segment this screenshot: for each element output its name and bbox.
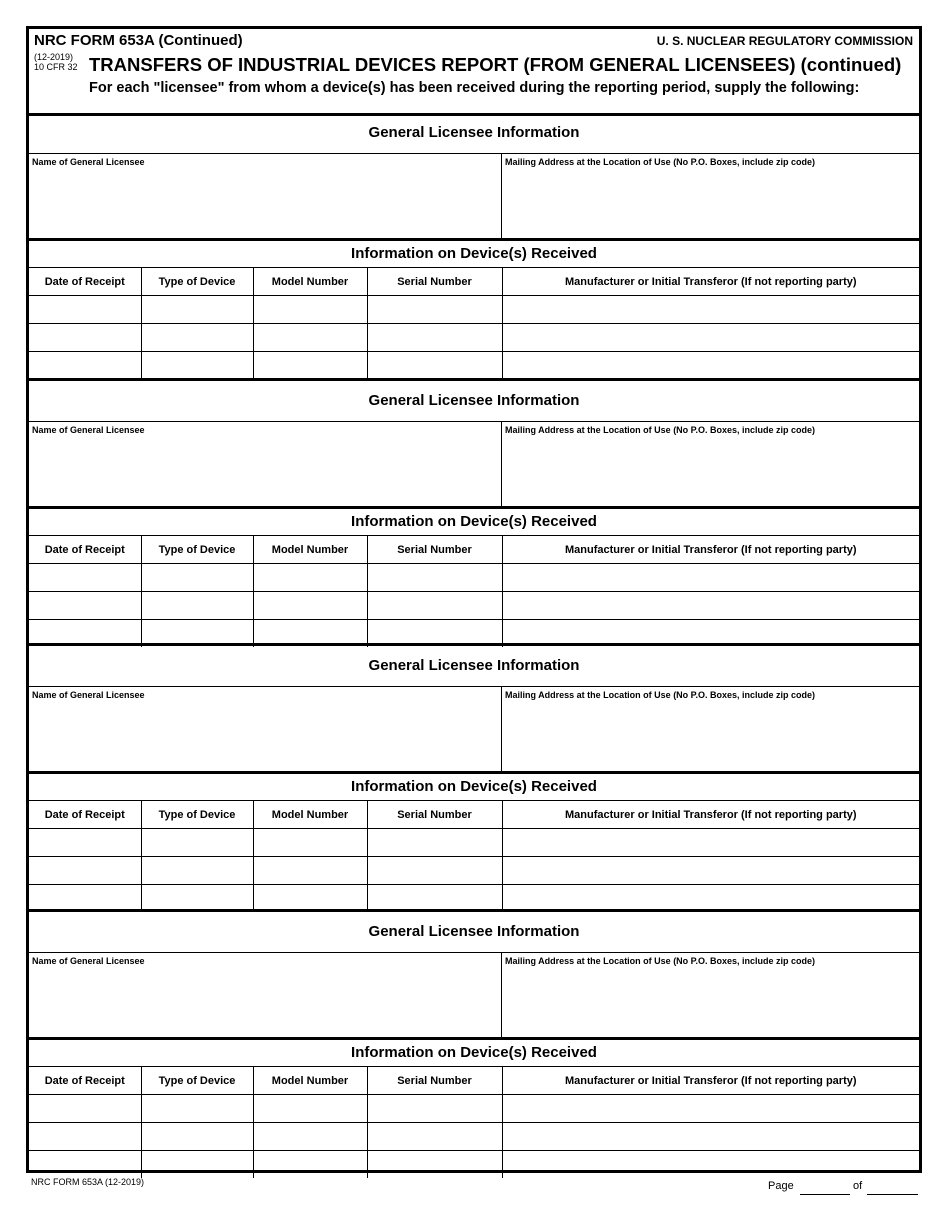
page-total-field[interactable] [867, 1194, 918, 1195]
form-header [29, 29, 919, 116]
type-cell[interactable] [141, 592, 253, 620]
column-header: Serial Number [367, 536, 502, 564]
licensee-name-label: Name of General Licensee [32, 956, 145, 966]
serial-cell[interactable] [367, 592, 502, 620]
column-header: Serial Number [367, 801, 502, 829]
model-cell[interactable] [253, 885, 367, 913]
date-cell[interactable] [29, 564, 141, 592]
column-header: Date of Receipt [29, 801, 141, 829]
general-licensee-row [29, 687, 919, 774]
form-subtitle: For each "licensee" from whom a device(s) has been received during the reporting period, supply the following: [89, 80, 860, 96]
device-table-header [29, 268, 919, 296]
column-header: Manufacturer or Initial Transferor (If not reporting party) [502, 268, 919, 296]
table-row [29, 829, 919, 857]
device-info-heading: Information on Device(s) Received [29, 1040, 919, 1067]
revision-date: (12-2019) [34, 52, 74, 62]
column-header: Manufacturer or Initial Transferor (If not reporting party) [502, 536, 919, 564]
model-cell[interactable] [253, 296, 367, 324]
device-table [29, 801, 919, 912]
mailing-address-label: Mailing Address at the Location of Use (No P.O. Boxes, include zip code) [505, 956, 816, 966]
licensee-name-label: Name of General Licensee [32, 425, 145, 435]
table-row [29, 296, 919, 324]
general-licensee-heading: General Licensee Information [29, 646, 919, 687]
type-cell[interactable] [141, 564, 253, 592]
type-cell[interactable] [141, 857, 253, 885]
serial-cell[interactable] [367, 857, 502, 885]
device-table-header [29, 1067, 919, 1095]
general-licensee-heading: General Licensee Information [29, 381, 919, 422]
column-header: Model Number [253, 1067, 367, 1095]
mailing-address-label: Mailing Address at the Location of Use (No P.O. Boxes, include zip code) [505, 157, 816, 167]
licensee-section [29, 643, 919, 909]
type-cell[interactable] [141, 1095, 253, 1123]
table-row [29, 885, 919, 913]
date-cell[interactable] [29, 1151, 141, 1179]
model-cell[interactable] [253, 1151, 367, 1179]
table-row [29, 324, 919, 352]
serial-cell[interactable] [367, 324, 502, 352]
column-header: Date of Receipt [29, 536, 141, 564]
table-row [29, 1151, 919, 1179]
column-header: Serial Number [367, 268, 502, 296]
date-cell[interactable] [29, 324, 141, 352]
general-licensee-row [29, 422, 919, 509]
column-header: Date of Receipt [29, 268, 141, 296]
serial-cell[interactable] [367, 352, 502, 380]
table-row [29, 1095, 919, 1123]
device-info-heading: Information on Device(s) Received [29, 509, 919, 536]
model-cell[interactable] [253, 857, 367, 885]
revision-info [34, 52, 78, 72]
type-cell[interactable] [141, 324, 253, 352]
device-table [29, 268, 919, 379]
date-cell[interactable] [29, 885, 141, 913]
date-cell[interactable] [29, 1123, 141, 1151]
column-header: Type of Device [141, 801, 253, 829]
manufacturer-cell[interactable] [502, 564, 919, 592]
general-licensee-heading: General Licensee Information [29, 912, 919, 953]
serial-cell[interactable] [367, 564, 502, 592]
mailing-address-field[interactable] [502, 687, 919, 771]
device-info-heading: Information on Device(s) Received [29, 241, 919, 268]
manufacturer-cell[interactable] [502, 352, 919, 380]
table-row [29, 592, 919, 620]
device-table [29, 536, 919, 647]
form-frame [26, 26, 922, 1173]
date-cell[interactable] [29, 857, 141, 885]
serial-cell[interactable] [367, 1123, 502, 1151]
type-cell[interactable] [141, 1151, 253, 1179]
column-header: Model Number [253, 801, 367, 829]
serial-cell[interactable] [367, 885, 502, 913]
cfr-reference: 10 CFR 32 [34, 62, 78, 72]
manufacturer-cell[interactable] [502, 829, 919, 857]
form-id: NRC FORM 653A (Continued) [34, 32, 243, 49]
device-info-heading: Information on Device(s) Received [29, 774, 919, 801]
table-row [29, 352, 919, 380]
type-cell[interactable] [141, 829, 253, 857]
licensee-name-label: Name of General Licensee [32, 690, 145, 700]
date-cell[interactable] [29, 592, 141, 620]
licensee-section [29, 909, 919, 1171]
licensee-name-field[interactable] [29, 154, 502, 238]
date-cell[interactable] [29, 829, 141, 857]
manufacturer-cell[interactable] [502, 296, 919, 324]
page-number-field[interactable] [800, 1194, 850, 1195]
manufacturer-cell[interactable] [502, 324, 919, 352]
column-header: Manufacturer or Initial Transferor (If not reporting party) [502, 1067, 919, 1095]
of-label: of [853, 1180, 863, 1192]
agency-name: U. S. NUCLEAR REGULATORY COMMISSION [656, 34, 913, 48]
model-cell[interactable] [253, 592, 367, 620]
model-cell[interactable] [253, 564, 367, 592]
model-cell[interactable] [253, 324, 367, 352]
serial-cell[interactable] [367, 829, 502, 857]
column-header: Model Number [253, 268, 367, 296]
model-cell[interactable] [253, 829, 367, 857]
mailing-address-field[interactable] [502, 154, 919, 238]
serial-cell[interactable] [367, 1151, 502, 1179]
serial-cell[interactable] [367, 1095, 502, 1123]
licensee-section [29, 378, 919, 644]
type-cell[interactable] [141, 296, 253, 324]
date-cell[interactable] [29, 1095, 141, 1123]
licensee-name-field[interactable] [29, 953, 502, 1037]
table-row [29, 564, 919, 592]
column-header: Serial Number [367, 1067, 502, 1095]
date-cell[interactable] [29, 352, 141, 380]
licensee-section [29, 113, 919, 379]
type-cell[interactable] [141, 1123, 253, 1151]
column-header: Model Number [253, 536, 367, 564]
mailing-address-field[interactable] [502, 422, 919, 506]
type-cell[interactable] [141, 885, 253, 913]
form-title: TRANSFERS OF INDUSTRIAL DEVICES REPORT (FROM GENERAL LICENSEES) (continued) [89, 54, 902, 75]
manufacturer-cell[interactable] [502, 592, 919, 620]
column-header: Type of Device [141, 268, 253, 296]
column-header: Manufacturer or Initial Transferor (If not reporting party) [502, 801, 919, 829]
general-licensee-row [29, 154, 919, 241]
licensee-name-field[interactable] [29, 687, 502, 771]
model-cell[interactable] [253, 1123, 367, 1151]
mailing-address-field[interactable] [502, 953, 919, 1037]
page-label: Page [768, 1180, 794, 1192]
manufacturer-cell[interactable] [502, 1151, 919, 1179]
device-table [29, 1067, 919, 1178]
device-table-header [29, 801, 919, 829]
date-cell[interactable] [29, 296, 141, 324]
footer-form-id: NRC FORM 653A (12-2019) [31, 1177, 145, 1187]
manufacturer-cell[interactable] [502, 1123, 919, 1151]
column-header: Date of Receipt [29, 1067, 141, 1095]
general-licensee-heading: General Licensee Information [29, 113, 919, 154]
type-cell[interactable] [141, 352, 253, 380]
mailing-address-label: Mailing Address at the Location of Use (No P.O. Boxes, include zip code) [505, 425, 816, 435]
column-header: Type of Device [141, 536, 253, 564]
licensee-name-label: Name of General Licensee [32, 157, 145, 167]
model-cell[interactable] [253, 1095, 367, 1123]
device-table-header [29, 536, 919, 564]
mailing-address-label: Mailing Address at the Location of Use (No P.O. Boxes, include zip code) [505, 690, 816, 700]
table-row [29, 1123, 919, 1151]
model-cell[interactable] [253, 352, 367, 380]
manufacturer-cell[interactable] [502, 857, 919, 885]
table-row [29, 857, 919, 885]
manufacturer-cell[interactable] [502, 1095, 919, 1123]
general-licensee-row [29, 953, 919, 1040]
serial-cell[interactable] [367, 296, 502, 324]
licensee-name-field[interactable] [29, 422, 502, 506]
manufacturer-cell[interactable] [502, 885, 919, 913]
column-header: Type of Device [141, 1067, 253, 1095]
